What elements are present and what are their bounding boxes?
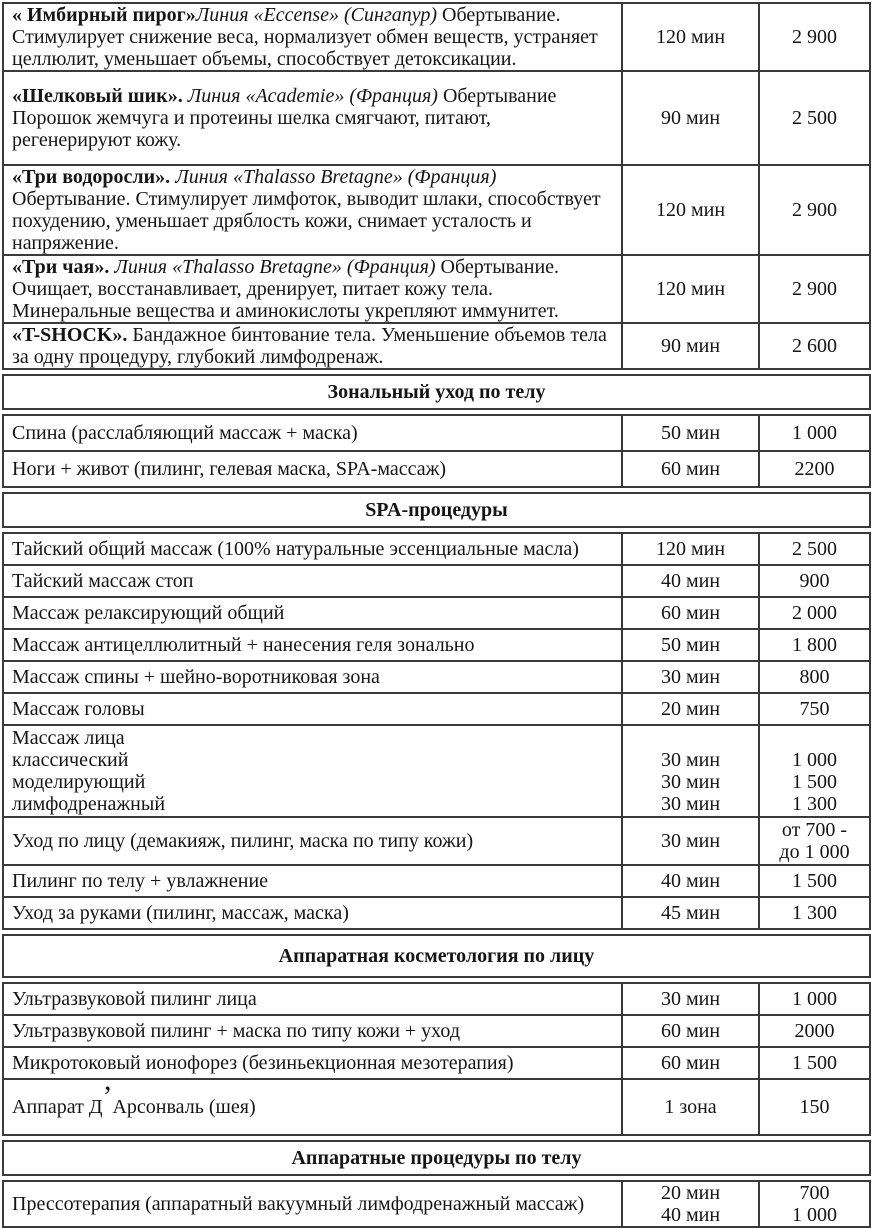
service-cell: Массаж антицеллюлитный + нанесения геля зонально — [3, 629, 622, 661]
service-line-italic: Линия «Eccense» (Сингапур) — [195, 4, 438, 26]
duration-cell: 45 мин — [622, 897, 759, 929]
price-cell: 1 500 — [759, 1047, 870, 1079]
service-cell — [3, 1079, 622, 1135]
duration-cell: 120 мин — [622, 3, 759, 71]
duration-cell: 1 зона — [622, 1079, 759, 1135]
service-name-bold: «Шелковый шик». — [12, 85, 183, 107]
table-row — [3, 1047, 870, 1079]
table-row — [3, 323, 870, 369]
table-row — [3, 255, 870, 323]
price-cell: 1 500 — [759, 865, 870, 897]
duration-cell: 60 мин — [622, 1047, 759, 1079]
price-cell: 1 300 — [759, 897, 870, 929]
service-group-title: Массаж лица — [12, 727, 125, 749]
zonal-table — [2, 414, 871, 488]
table-row — [3, 451, 870, 487]
table-row-darsonval — [3, 1079, 870, 1135]
duration-line: 40 мин — [660, 1204, 721, 1226]
duration-cell: 30 мин — [622, 661, 759, 693]
table-row — [3, 865, 870, 897]
price-cell: 900 — [759, 565, 870, 597]
price-cell: 750 — [759, 693, 870, 725]
spa-table — [2, 532, 871, 930]
service-cell: Тайский массаж стоп — [3, 565, 622, 597]
duration-cell: 60 мин — [622, 451, 759, 487]
service-cell: Микротоковый ионофорез (безиньекционная мезотерапия) — [3, 1047, 622, 1079]
price-line: 1 500 — [792, 771, 837, 793]
duration-cell: 30 мин — [622, 983, 759, 1015]
duration-cell: 120 мин — [622, 533, 759, 565]
table-row — [3, 897, 870, 929]
raised-apostrophe: ’ — [102, 1080, 113, 1113]
service-cell: Прессотерапия (аппаратный вакуумный лимфодренажный массаж) — [3, 1181, 622, 1227]
price-line: 700 — [799, 1182, 830, 1204]
table-row — [3, 1015, 870, 1047]
service-cell — [3, 71, 622, 165]
service-cell: Уход за руками (пилинг, массаж, маска) — [3, 897, 622, 929]
duration-line: 20 мин — [660, 1182, 721, 1204]
price-cell: 150 — [759, 1079, 870, 1135]
service-cell — [3, 255, 622, 323]
service-cell: Массаж головы — [3, 693, 622, 725]
duration-line: 30 мин — [660, 793, 721, 815]
service-name-bold: « Имбирный пирог» — [12, 4, 196, 26]
duration-blank-line — [631, 727, 750, 749]
service-cell: Тайский общий массаж (100% натуральные эссенциальные масла) — [3, 533, 622, 565]
duration-cell: 60 мин — [622, 1015, 759, 1047]
price-cell — [759, 1181, 870, 1227]
service-cell: Спина (расслабляющий массаж + маска) — [3, 415, 622, 451]
service-cell: Ноги + живот (пилинг, гелевая маска, SPA-массаж) — [3, 451, 622, 487]
price-range-line2: до 1 000 — [779, 841, 850, 863]
price-cell: 2 900 — [759, 255, 870, 323]
section-header-spa: SPA-процедуры — [2, 492, 871, 528]
table-row — [3, 1181, 870, 1227]
service-description-line2: Порошок жемчуга и протеины шелка смягчают, питают, регенерируют кожу. — [12, 107, 491, 151]
duration-line: 30 мин — [660, 749, 721, 771]
table-row — [3, 415, 870, 451]
service-line-italic: Линия «Thalasso Bretagne» (Франция) — [170, 166, 497, 188]
price-cell: 2000 — [759, 1015, 870, 1047]
service-cell: Пилинг по телу + увлажнение — [3, 865, 622, 897]
table-row — [3, 983, 870, 1015]
duration-cell: 40 мин — [622, 565, 759, 597]
section-header-hardware-face: Аппаратная косметология по лицу — [2, 934, 871, 978]
service-cell — [3, 323, 622, 369]
price-range-line1: от 700 - — [781, 819, 848, 841]
price-cell: 1 000 — [759, 415, 870, 451]
price-line: 1 000 — [792, 749, 837, 771]
service-cell: Массаж релаксирующий общий — [3, 597, 622, 629]
service-description: Обертывание. Стимулирует снижение веса, нормализует обмен веществ, устраняет целлюлит, уменьшает объемы, способствует детоксикации. — [12, 4, 598, 70]
price-cell — [759, 725, 870, 817]
service-name-part: Арсонваль (шея) — [112, 1096, 256, 1118]
service-variant: моделирующий — [12, 771, 146, 793]
service-cell: Ультразвуковой пилинг лица — [3, 983, 622, 1015]
price-cell: 1 000 — [759, 983, 870, 1015]
price-cell: 1 800 — [759, 629, 870, 661]
table-row — [3, 565, 870, 597]
price-cell: 2 900 — [759, 3, 870, 71]
service-cell: Ультразвуковой пилинг + маска по типу кожи + уход — [3, 1015, 622, 1047]
service-cell: Уход по лицу (демакияж, пилинг, маска по типу кожи) — [3, 817, 622, 865]
price-cell: 2 500 — [759, 71, 870, 165]
price-blank-line — [768, 727, 861, 749]
price-cell: 2 000 — [759, 597, 870, 629]
section-header-zonal: Зональный уход по телу — [2, 374, 871, 410]
duration-cell: 50 мин — [622, 415, 759, 451]
service-variant: лимфодренажный — [12, 793, 166, 815]
service-name-bold: «Три водоросли». — [12, 166, 171, 188]
table-row — [3, 3, 870, 71]
price-cell: 2 600 — [759, 323, 870, 369]
table-row — [3, 817, 870, 865]
service-line-italic: Линия «Thalasso Bretagne» (Франция) — [109, 256, 441, 278]
duration-cell — [622, 725, 759, 817]
duration-cell: 120 мин — [622, 255, 759, 323]
hardware-body-table — [2, 1180, 871, 1228]
service-variant: классический — [12, 749, 129, 771]
price-line: 1 300 — [792, 793, 837, 815]
table-row-face-massage — [3, 725, 870, 817]
duration-cell: 90 мин — [622, 323, 759, 369]
table-row — [3, 693, 870, 725]
price-line: 1 000 — [792, 1204, 837, 1226]
duration-cell: 30 мин — [622, 817, 759, 865]
hardware-face-table — [2, 982, 871, 1136]
duration-cell — [622, 1181, 759, 1227]
duration-cell: 90 мин — [622, 71, 759, 165]
duration-cell: 40 мин — [622, 865, 759, 897]
duration-cell: 50 мин — [622, 629, 759, 661]
duration-line: 30 мин — [660, 771, 721, 793]
service-description: Обертывание. Очищает, восстанавливает, дренирует, питает кожу тела. Минеральные вещества и аминокислоты укрепляют иммунитет. — [12, 256, 560, 322]
table-row — [3, 165, 870, 255]
duration-cell: 20 мин — [622, 693, 759, 725]
duration-cell: 60 мин — [622, 597, 759, 629]
service-name-bold: «T-SHOCK». — [12, 324, 128, 346]
service-name-bold: «Три чая». — [12, 256, 110, 278]
price-cell: 2200 — [759, 451, 870, 487]
service-cell — [3, 3, 622, 71]
table-row — [3, 629, 870, 661]
price-cell — [759, 817, 870, 865]
price-cell: 800 — [759, 661, 870, 693]
service-line-italic: Линия «Academie» (Франция) — [182, 85, 443, 107]
section-header-hardware-body: Аппаратные процедуры по телу — [2, 1140, 871, 1176]
service-cell — [3, 725, 622, 817]
price-cell: 2 900 — [759, 165, 870, 255]
table-row — [3, 533, 870, 565]
service-description: Обертывание. Стимулирует лимфоток, выводит шлаки, способствует похудению, уменьшает дряблость кожи, снимает усталость и напряжение. — [12, 188, 601, 254]
service-cell — [3, 165, 622, 255]
service-description: Обертывание — [442, 85, 557, 107]
table-row — [3, 661, 870, 693]
service-name-part: Аппарат Д — [12, 1096, 103, 1118]
wraps-table — [2, 2, 871, 370]
table-row — [3, 597, 870, 629]
service-cell: Массаж спины + шейно-воротниковая зона — [3, 661, 622, 693]
price-cell: 2 500 — [759, 533, 870, 565]
table-row — [3, 71, 870, 165]
service-description: Бандажное бинтование тела. Уменьшение объемов тела за одну процедуру, глубокий лимфодренаж. — [12, 324, 607, 368]
duration-cell: 120 мин — [622, 165, 759, 255]
